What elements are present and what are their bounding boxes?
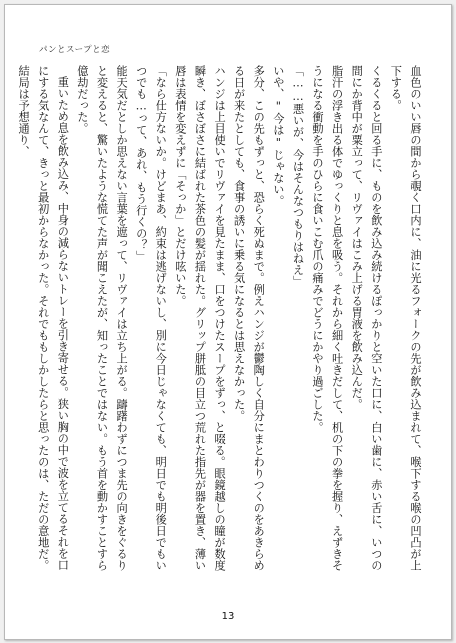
book-page [4,4,452,640]
paragraph-8: 重いため息を飲み込み、中身の減らないトレーを引き寄せる。狭い胸の中で波を立てるそれを口にする気なんて、きっと最初からなかった。それでももしかしたらと思ったのは、ただの意地だ。結局は予想通り、 [17,65,70,571]
dialogue-1: 「……悪いが、今はそんなつもりはねえ」 [291,65,305,288]
paragraph-4: いや、"今は"じゃない。 [271,65,285,207]
paragraph-2: くるくると回る手に、ものを飲み込み続けるぽっかりと空いた口に、白い歯に、赤い舌に、いつの間にか背中が粟立って、リヴァイはこみ上げる胃液を飲み込んだ。 [350,65,383,571]
page-number: 13 [221,611,235,622]
dialogue-2: 「なら仕方ないか。けどまあ、約束は逃げないし、別に今日じゃなくても、明日でも明後日でもいつでも…って、あれ、もう行くの？」 [134,65,168,571]
paragraph-5: 多分、この先もずっと、恐らく死ぬまで。例えハンジが鬱陶しく自分にまとわりつくのをあきらめる日が来たとしても、食事の誘いに乗る気になるとは思えなかった。 [232,65,266,571]
paragraph-3: 脂汗の浮き出る体でゆっくりと息を吸う。それから細く吐きだして、机の下の拳を握り、えずきそうになる衝動を手のひらに食いこむ爪の痛みでどうにかやり過ごした。 [311,65,344,571]
vertical-body-text [17,65,425,571]
paragraph-7: 能天気だとしか思えない言葉を遮って、リヴァイは立ち上がる。躊躇わずにつま先の向きをぐるりと変えると、驚いたような慌てた声が聞こえたが、知ったことではない。もう首を動かすことすら億劫だった。 [75,65,129,571]
paragraph-6: ハンジは上目使いでリヴァイを見たまま、口をつけたスープをずっ、と啜る。眼鏡越しの瞳が数度瞬き、ぼさぼさに結ばれた茶色の髪が揺れた。グリップ胼胝の目立つ荒れた指先が器を置き、薄い唇は表情を変えずに「そっか」とだけ呟いた。 [173,65,227,571]
paragraph-1: 血色のいい唇の間から覗く口内に、油に光るフォークの先が飲み込まれて、喉下する喉の凹凸が上下する。 [389,65,422,571]
running-title: パンとスープと恋 [39,45,111,55]
